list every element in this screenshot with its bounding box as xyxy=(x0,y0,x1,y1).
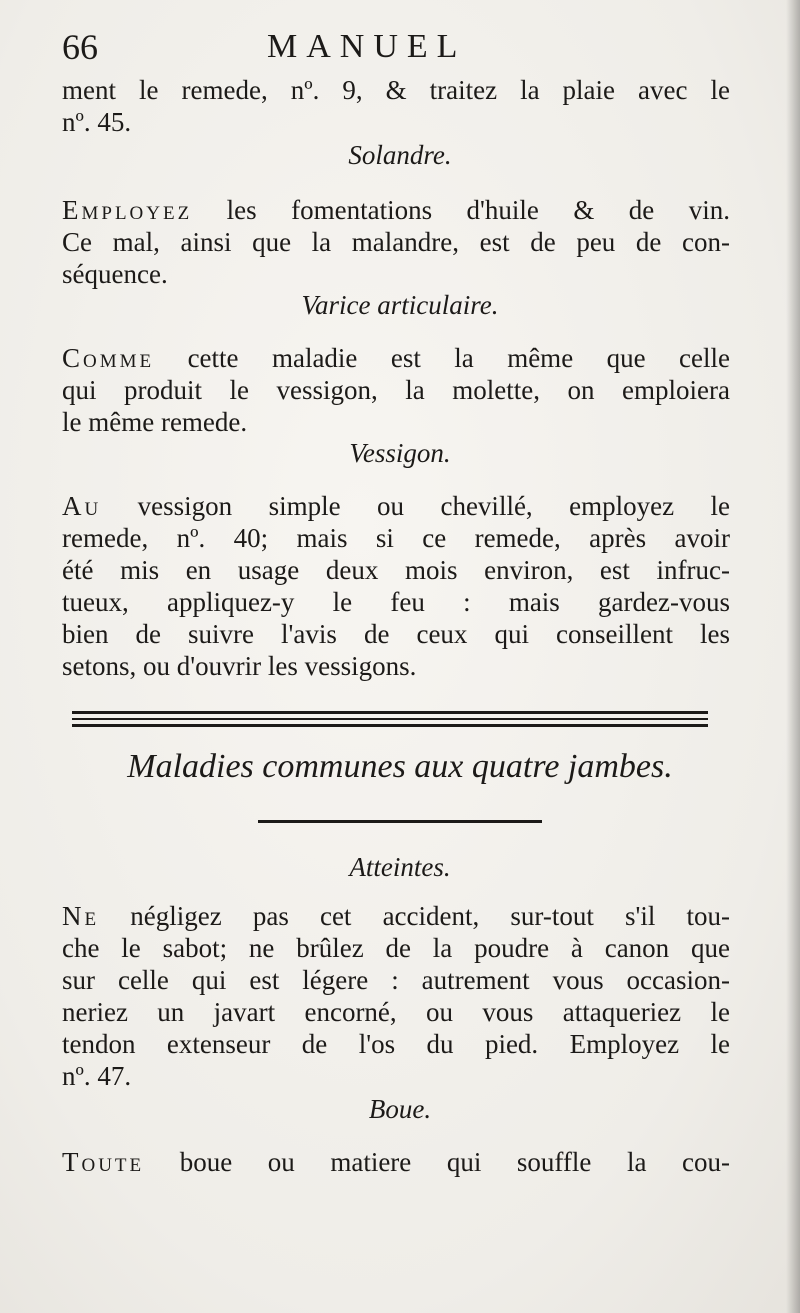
short-rule-divider xyxy=(258,820,542,823)
section-heading-boue: Boue. xyxy=(368,1094,432,1124)
text-line: nº. 47. xyxy=(62,1061,132,1091)
section-heading-atteintes: Atteintes. xyxy=(349,852,451,882)
text-line: setons, ou d'ouvrir les vessigons. xyxy=(62,651,417,681)
text-line: séquence. xyxy=(62,259,168,289)
text-line: nº. 45. xyxy=(62,107,132,137)
section-heading-vessigon: Vessigon. xyxy=(349,438,451,468)
line-rest: cette maladie est la même que celle xyxy=(154,343,730,373)
line-rest: négligez pas cet accident, sur-tout s'il tou- xyxy=(99,901,730,931)
lead-word: Comme xyxy=(62,343,155,373)
text-line xyxy=(62,342,730,374)
text-line xyxy=(62,490,730,522)
page-number: 66 xyxy=(62,27,98,67)
text-line: qui produit le vessigon, la molette, on emploiera xyxy=(62,375,730,405)
text-line: bien de suivre l'avis de ceux qui conseillent les xyxy=(62,619,730,649)
text-line: tendon extenseur de l'os du pied. Employez le xyxy=(62,1029,730,1059)
lead-word: Ne xyxy=(62,901,100,931)
page-header xyxy=(62,18,722,68)
text-line: le même remede. xyxy=(62,407,248,437)
line-rest: les fomentations d'huile & de vin. xyxy=(192,195,730,225)
section-heading-varice: Varice articulaire. xyxy=(301,290,499,320)
text-line: ment le remede, nº. 9, & traitez la plaie avec le xyxy=(62,75,730,105)
text-line: neriez un javart encorné, ou vous attaqueriez le xyxy=(62,997,730,1027)
line-rest: vessigon simple ou chevillé, employez le xyxy=(101,491,730,521)
chapter-title: Maladies communes aux quatre jambes. xyxy=(127,748,673,785)
lead-word: Toute xyxy=(62,1147,145,1177)
text-line xyxy=(62,1146,730,1178)
lead-word: Employez xyxy=(62,195,193,225)
text-line: Ce mal, ainsi que la malandre, est de peu de con- xyxy=(62,227,730,257)
text-line: tueux, appliquez-y le feu : mais gardez-vous xyxy=(62,587,730,617)
lead-word: Au xyxy=(62,491,102,521)
double-rule-divider xyxy=(72,711,708,727)
text-line: remede, nº. 40; mais si ce remede, après avoir xyxy=(62,523,730,553)
line-rest: boue ou matiere qui souffle la cou- xyxy=(144,1147,730,1177)
text-line xyxy=(62,194,730,226)
text-line: été mis en usage deux mois environ, est infruc- xyxy=(62,555,730,585)
text-line: che le sabot; ne brûlez de la poudre à canon que xyxy=(62,933,730,963)
text-line: sur celle qui est légere : autrement vous occasion- xyxy=(62,965,730,995)
section-heading-solandre: Solandre. xyxy=(348,140,452,170)
text-line xyxy=(62,900,730,932)
running-title: MANUEL xyxy=(267,28,467,65)
